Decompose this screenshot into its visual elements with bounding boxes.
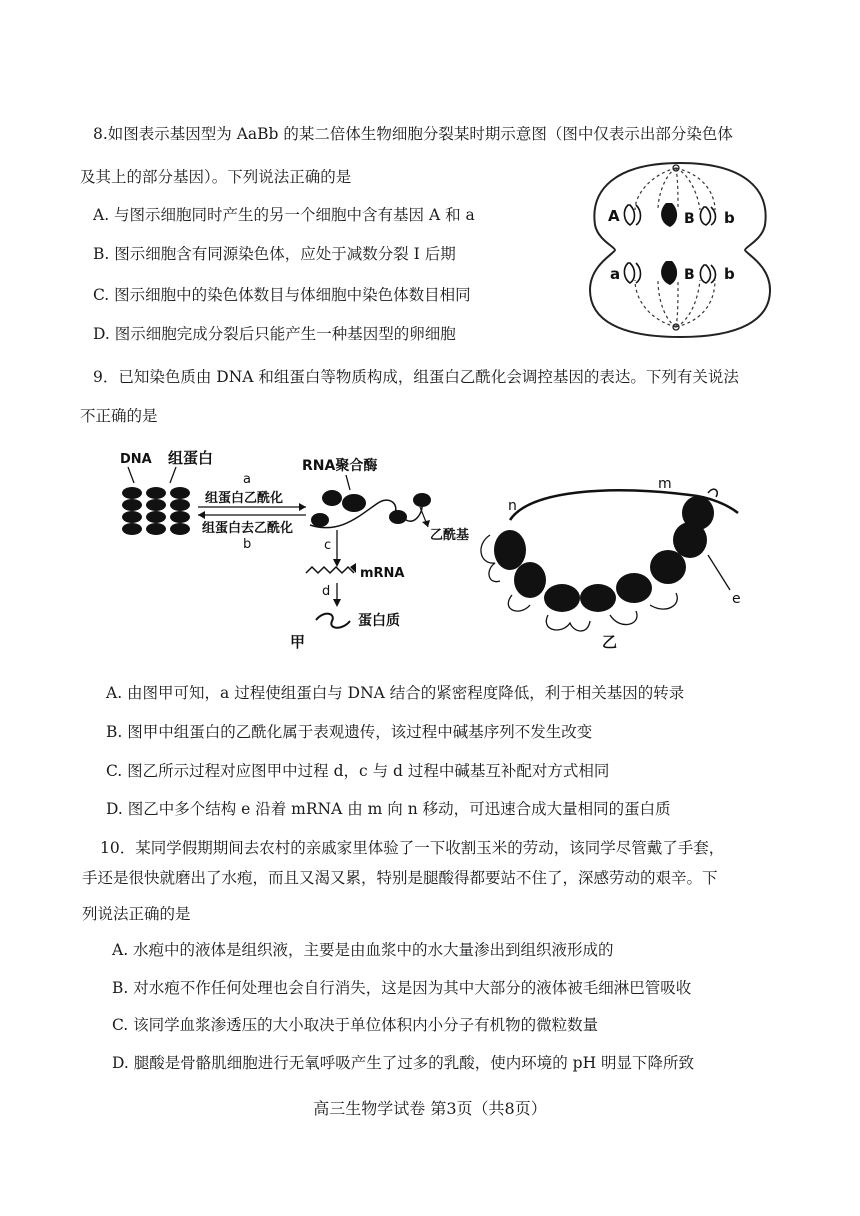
histone-label: 组蛋白 bbox=[168, 449, 214, 467]
q8-cell-division-figure bbox=[580, 155, 780, 345]
q9-figure-yi bbox=[470, 455, 770, 655]
q8-option-b: B. 图示细胞含有同源染色体，应处于减数分裂 Ⅰ 后期 bbox=[93, 245, 456, 263]
q9-stem-line2: 不正确的是 bbox=[80, 407, 158, 425]
rna-polymerase-label: RNA聚合酶 bbox=[302, 458, 378, 474]
q9-option-b: B. 图甲中组蛋白的乙酰化属于表观遗传，该过程中碱基序列不发生改变 bbox=[106, 723, 593, 741]
q10-option-d: D. 腿酸是骨骼肌细胞进行无氧呼吸产生了过多的乳酸，使内环境的 pH 明显下降所致 bbox=[112, 1054, 695, 1072]
q9-option-d: D. 图乙中多个结构 e 沿着 mRNA 由 m 向 n 移动，可迅速合成大量相同的蛋白质 bbox=[106, 800, 671, 818]
q10-stem-line3: 列说法正确的是 bbox=[82, 905, 191, 923]
q8-stem-line2: 及其上的部分基因）。下列说法正确的是 bbox=[80, 168, 352, 186]
q8-option-a: A. 与图示细胞同时产生的另一个细胞中含有基因 A 和 a bbox=[93, 206, 475, 224]
q10-option-a: A. 水疱中的液体是组织液，主要是由血浆中的水大量渗出到组织液形成的 bbox=[112, 941, 614, 959]
q8-gene-B-bottom: B bbox=[684, 267, 695, 283]
page-footer: 高三生物学试卷 第3页（共8页） bbox=[313, 1099, 547, 1118]
protein-label: 蛋白质 bbox=[358, 613, 400, 629]
q9-stem-line1: 9．已知染色质由 DNA 和组蛋白等物质构成，组蛋白乙酰化会调控基因的表达。下列有关说法 bbox=[93, 368, 739, 386]
q10-stem-line1: 10．某同学假期期间去农村的亲戚家里体验了一下收割玉米的劳动，该同学尽管戴了手套， bbox=[100, 839, 725, 857]
process-c-label: c bbox=[324, 538, 332, 553]
deacetylation-label: 组蛋白去乙酰化 bbox=[202, 521, 294, 536]
acetylation-label: 组蛋白乙酰化 bbox=[205, 491, 284, 506]
figure-yi-label: 乙 bbox=[602, 633, 618, 651]
q8-option-c: C. 图示细胞中的染色体数目与体细胞中染色体数目相同 bbox=[93, 286, 471, 304]
q8-stem-line1: 8.如图表示基因型为 AaBb 的某二倍体生物细胞分裂某时期示意图（图中仅表示出部分染色体 bbox=[93, 125, 733, 143]
q9-option-c: C. 图乙所示过程对应图甲中过程 d，c 与 d 过程中碱基互补配对方式相同 bbox=[106, 762, 610, 780]
q8-gene-b-bottom: b bbox=[724, 265, 735, 283]
figure-jia-label: 甲 bbox=[290, 633, 306, 650]
q9-figure-jia bbox=[110, 445, 480, 650]
q8-option-d: D. 图示细胞完成分裂后只能产生一种基因型的卵细胞 bbox=[93, 325, 456, 343]
process-a-label: a bbox=[243, 472, 251, 487]
dna-label: DNA bbox=[120, 452, 152, 467]
q8-gene-a-bottom: a bbox=[610, 265, 621, 283]
q9-option-a: A. 由图甲可知，a 过程使组蛋白与 DNA 结合的紧密程度降低，利于相关基因的转录 bbox=[106, 684, 685, 702]
q10-option-b: B. 对水疱不作任何处理也会自行消失，这是因为其中大部分的液体被毛细淋巴管吸收 bbox=[112, 979, 692, 997]
q8-gene-B-top: B bbox=[684, 211, 695, 227]
process-d-label: d bbox=[322, 584, 331, 599]
q8-gene-A-top: A bbox=[608, 207, 620, 225]
q10-option-c: C. 该同学血浆渗透压的大小取决于单位体积内小分子有机物的微粒数量 bbox=[112, 1016, 599, 1034]
label-n: n bbox=[508, 498, 517, 514]
label-m: m bbox=[658, 476, 672, 492]
process-b-label: b bbox=[243, 537, 252, 552]
q10-stem-line2: 手还是很快就磨出了水疱，而且又渴又累，特别是腿酸得都要站不住了，深感劳动的艰辛。下 bbox=[82, 869, 718, 887]
acetyl-group-label: 乙酰基 bbox=[430, 528, 470, 543]
mrna-label: mRNA bbox=[360, 566, 405, 581]
label-e: e bbox=[732, 591, 741, 607]
q8-gene-b-top: b bbox=[724, 209, 735, 227]
